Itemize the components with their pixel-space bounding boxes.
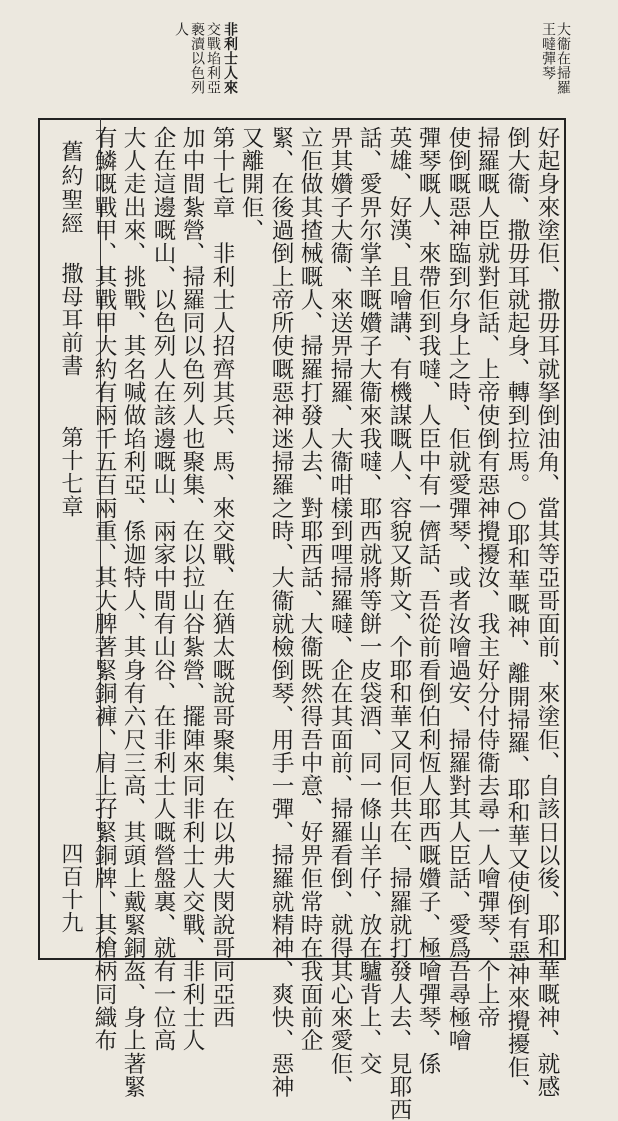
side-note: 非利士人來 xyxy=(222,22,238,95)
text-line: 彈琴嘅人、來帶佢到我噠、人臣中有一儕話、吾從前看倒伯利恆人耶西嘅㜺子、極噲彈琴、係 xyxy=(415,126,441,1076)
text-line: 使倒嘅惡神臨到尔身上之時、佢就愛彈琴、或者汝噲過安、掃羅對其人臣話、愛爲吾尋極噲 xyxy=(445,126,471,1052)
side-note: 交戰埳利亞 xyxy=(205,22,221,95)
chapter-ref: 第十七章 xyxy=(58,426,83,518)
chapter-heading-line: 第十七章 非利士人招齊其兵、馬、來交戰、在猶太嘅說哥聚集、在以弗大閔說哥同亞西 xyxy=(209,126,235,1029)
side-note: 褻瀆以色列 xyxy=(189,22,205,95)
text-line: 又離開佢、 xyxy=(238,126,264,242)
text-line: 加中間紮營、掃羅同以色列人也聚集、在以拉山谷紮營、擺陣來同非利士人交戰、非利士人 xyxy=(179,126,205,1052)
text-line: 有鱗嘅戰甲、其戰甲大約有兩千五百兩重、其大脾著緊銅褲、肩上孖緊銅牌、其槍柄同織布 xyxy=(91,126,117,1052)
side-note: 大衞在掃羅 xyxy=(555,22,571,95)
side-note: 王噠彈琴 xyxy=(540,22,556,80)
text-line: 企在這邊嘅山、以色列人在該邊嘅山、兩家中間有山谷、在非利士人嘅營盤裏、就有一位高 xyxy=(150,126,176,1052)
text-line: 立佢做其揸械嘅人、掃羅打發人去、對耶西話、大衞既然得吾中意、好畀佢常時在我面前企 xyxy=(297,126,323,1052)
book-title: 撒母耳前書 xyxy=(58,262,83,377)
book-series-title: 舊約聖經 xyxy=(58,140,83,236)
text-line: 倒大衞、撒毋耳就起身、轉到拉馬。○耶和華嘅神、離開掃羅、耶和華又使倒有惡神來攪擾佢、 xyxy=(504,126,530,1102)
side-note: 人 xyxy=(173,22,189,37)
text-line: 好起身來塗佢、撒毋耳就拏倒油角、當其等亞哥面前、來塗佢、自該日以後、耶和華嘅神、就感 xyxy=(534,126,560,1099)
page-number: 四百十九 xyxy=(58,842,83,934)
text-line: 畀其㜺子大衞、來送畀掃羅、大衞咁樣到哩掃羅噠、企在其面前、掃羅看倒、就得其心來愛佢、 xyxy=(327,126,353,1099)
text-line: 大人走出來、挑戰、其名喊做埳利亞、係迦特人、其身有六尺三高、其頭上戴緊銅盔、身上著緊 xyxy=(120,126,146,1099)
text-line: 緊、在後過倒上帝所使嘅惡神迷掃羅之時、大衞就檢倒琴、用手一彈、掃羅就精神、爽快、惡神 xyxy=(268,126,294,1099)
text-line: 話、愛畀尔掌羊嘅㜺子大衞來我噠、耶西就將等餅一皮袋酒、同一條山羊仔、放在驢背上、交 xyxy=(356,126,382,1076)
text-line: 掃羅嘅人臣就對佢話、上帝使倒有惡神攪擾汝、我主好分付侍衞去尋一人噲彈琴、个上帝 xyxy=(474,126,500,1029)
text-line: 英雄、好漢、且噲講、有機謀嘅人、容貌又斯文、个耶和華又同佢共在、掃羅就打發人去、見耶西 xyxy=(386,126,412,1121)
